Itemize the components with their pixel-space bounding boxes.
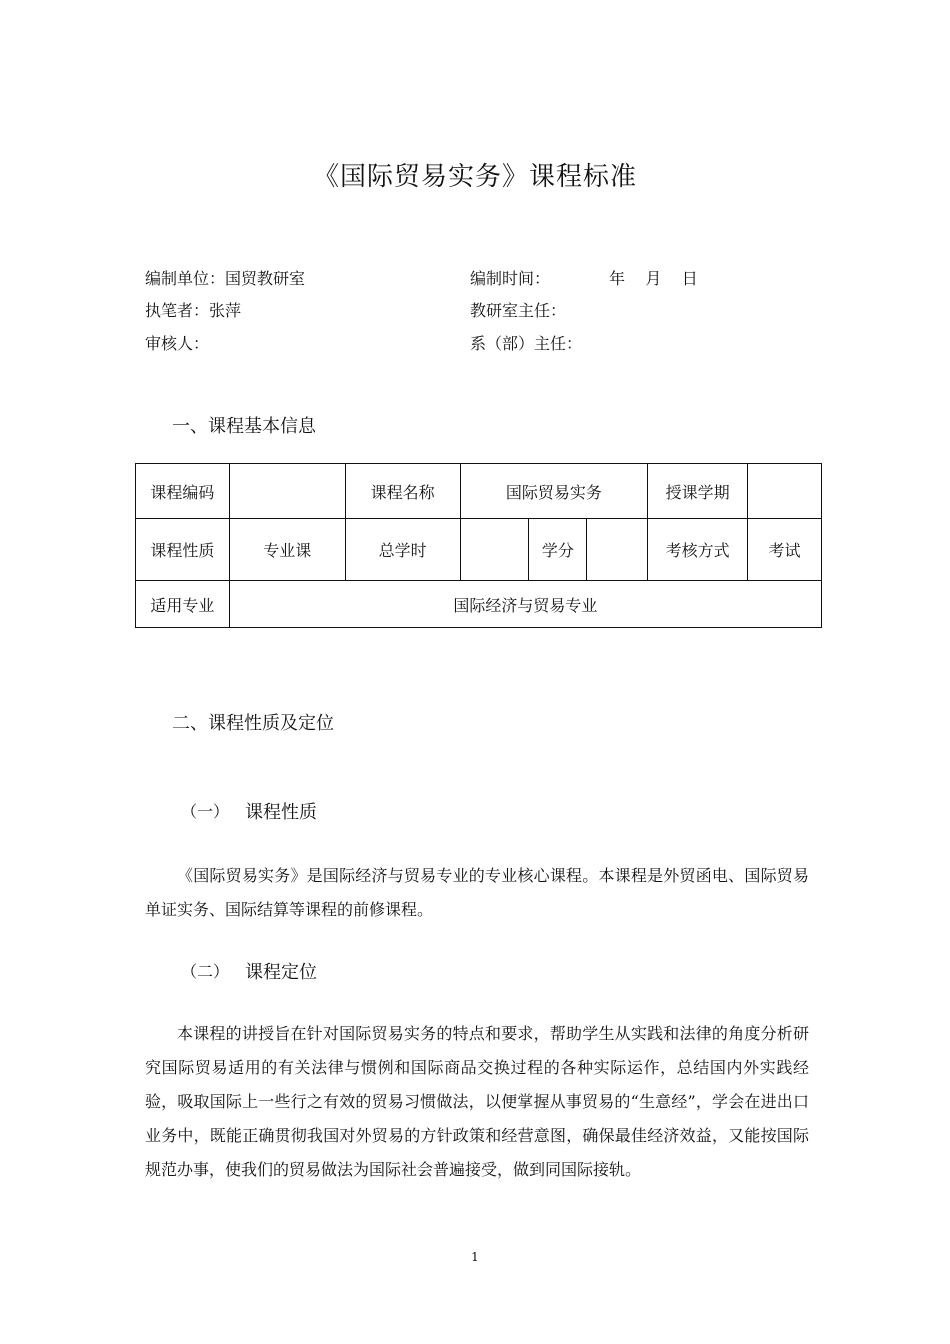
hours-label: 总学时 <box>345 519 460 581</box>
assessment-value: 考试 <box>748 519 822 581</box>
major-label: 适用专业 <box>136 581 230 628</box>
nature-label: 课程性质 <box>136 519 230 581</box>
sub1-number: （一） <box>181 802 230 821</box>
course-code-label: 课程编码 <box>136 464 230 519</box>
course-name-label: 课程名称 <box>345 464 460 519</box>
credits-value <box>587 519 648 581</box>
course-name-value: 国际贸易实务 <box>460 464 648 519</box>
document-title: 《国际贸易实务》课程标准 <box>312 162 637 192</box>
section1-heading: 一、课程基本信息 <box>172 416 316 437</box>
sub2-paragraph: 本课程的讲授旨在针对国际贸易实务的特点和要求，帮助学生从实践和法律的角度分析研究国际贸易适用的有关法律与惯例和国际商品交换过程的各种实际运作，总结国内外实践经验，吸取国际上一些行之有效的贸易习惯做法，以便掌握从事贸易的“生意经”，学会在进出口业务中，既能正确贯彻我国对外贸易的方针政策和经营意图，确保最佳经济效益，又能按国际规范办事，使我们的贸易做法为国际社会普遍接受，做到同国际接轨。 <box>145 1024 809 1179</box>
sub2-title: 课程定位 <box>245 962 317 983</box>
dept-director: 系（部）主任： <box>470 334 583 353</box>
major-value: 国际经济与贸易专业 <box>229 581 821 628</box>
course-info-table <box>135 463 822 628</box>
compile-time-label: 编制时间： <box>470 269 551 288</box>
page-number: 1 <box>471 1250 479 1264</box>
credits-label: 学分 <box>529 519 587 581</box>
sub1-title: 课程性质 <box>245 802 317 823</box>
sub2-number: （二） <box>181 962 230 981</box>
semester-label: 授课学期 <box>648 464 748 519</box>
hours-value <box>460 519 529 581</box>
sub1-paragraph: 《国际贸易实务》是国际经济与贸易专业的专业核心课程。本课程是外贸函电、国际贸易单证实务、国际结算等课程的前修课程。 <box>145 866 809 919</box>
office-director: 教研室主任： <box>470 301 567 320</box>
nature-value: 专业课 <box>229 519 345 581</box>
compile-unit: 编制单位：国贸教研室 <box>145 269 306 288</box>
section2-heading: 二、课程性质及定位 <box>172 713 334 734</box>
author: 执笔者：张萍 <box>145 301 242 320</box>
course-code-value <box>229 464 345 519</box>
compile-time-date: 年 月 日 <box>609 269 698 288</box>
reviewer: 审核人： <box>145 334 210 353</box>
assessment-label: 考核方式 <box>648 519 748 581</box>
semester-value <box>748 464 822 519</box>
